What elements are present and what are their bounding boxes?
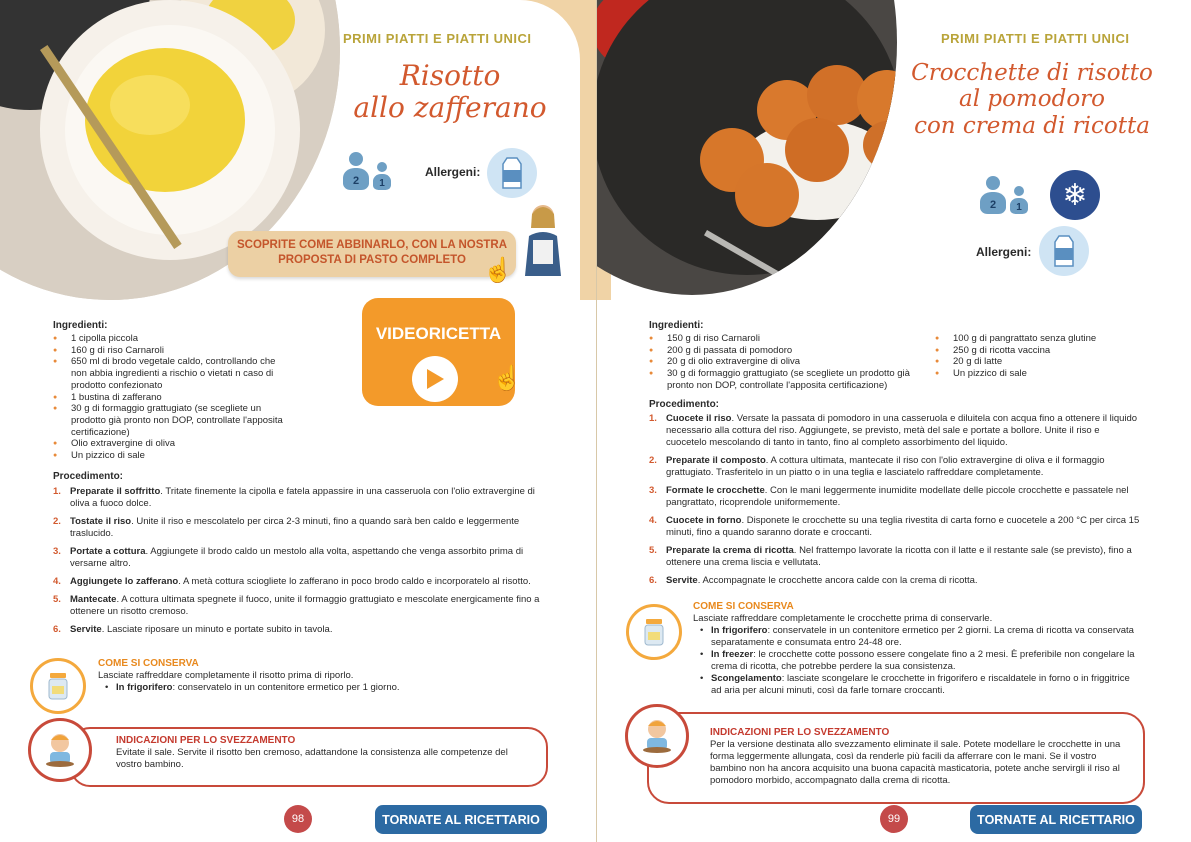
storage-section: COME SI CONSERVA Lasciate raffreddare completamente le crocchette prima di conservarle. • In frigorifero: conservatele in un contenitore ermetico per 2 giorni. La crema di ricotta va conservata separatamente e consumata entro 24-48 ore. • In freezer: le crocchette cotte possono essere congelate fino a 2 mesi. È preferibile non congelare la crema di ricotta, che potrebbe perdere la sua consistenza. • Scongelamento: lasciate scongelare le crocchette in frigorifero e riscaldatele in forno o in friggitrice ad aria per alcuni minuti, così da farle tornare croccanti. [693, 601, 1139, 697]
host-avatar [519, 200, 567, 276]
jar-icon [626, 604, 682, 660]
milk-allergen-icon [1039, 226, 1089, 276]
step-item: 1. Cuocete il riso. Versate la passata di pomodoro in una casseruola e diluitela con acqua fino a ottenere il liquido necessario alla cottura del riso. Aggiungete, se previsto, metà del sale e portate a bollore. Unite il riso e cuocetelo mescolando di tanto in tanto, fino al completo assorbimento del liquido. [649, 413, 1138, 448]
list-item: ● 200 g di passata di pomodoro [649, 345, 921, 357]
portion-icons [343, 152, 391, 190]
video-recipe-button[interactable]: VIDEORICETTA ☝ [362, 298, 515, 406]
weaning-section: INDICAZIONI PER LO SVEZZAMENTO Per la versione destinata allo svezzamento eliminate il sale. Potete modellare le crocchette in una forma leggermente allungata, così da renderle più facili da afferrare con le mani. Se il vostro bambino non ha ancora acquisito una buona capacità masticatoria, potete anche servirgli il riso al pomodoro morbido, accompagnato dalla crema di ricotta. [710, 727, 1121, 786]
storage-section: COME SI CONSERVA Lasciate raffreddare completamente il risotto prima di riporlo. • In frigorifero: conservatelo in un contenitore ermetico per 1 giorno. [98, 658, 548, 694]
ingredients-list-secondary [935, 333, 1145, 380]
step-item: 4. Cuocete in forno. Disponete le crocchette su una teglia rivestita di carta forno e cuocetele a 200 °C per circa 15 minuti, fino a quando saranno dorate e croccanti. [649, 515, 1140, 538]
list-item: ● 20 g di olio extravergine di oliva [649, 356, 921, 368]
step-item: 5. Preparate la crema di ricotta. Nel frattempo lavorate la ricotta con il latte e il restante sale (se previsto), fino a ottenere una crema liscia e vellutata. [649, 545, 1132, 568]
step-item: 3. Portate a cottura. Aggiungete il brodo caldo un mestolo alla volta, aspettando che venga assorbito prima di versarne altro. [53, 546, 524, 569]
list-item: • Scongelamento: lasciate scongelare le crocchette in frigorifero e riscaldatele in forno o in friggitrice ad aria per alcuni minuti, così da farle tornare croccanti. [693, 673, 1139, 697]
step-item: 2. Tostate il riso. Unite il riso e mescolatelo per circa 2-3 minuti, fino a quando sarà ben caldo e leggermente traslucido. [53, 516, 520, 539]
list-item: ● 1 cipolla piccola [53, 333, 283, 345]
baby-icon [625, 704, 689, 768]
tap-hand-icon: ☝ [483, 257, 513, 284]
adult-portion-icon: 2 [343, 152, 369, 190]
step-item: 1. Preparate il soffritto. Tritate finemente la cipolla e fatela appassire in una casseruola con l'olio extravergine di oliva a fuoco dolce. [53, 486, 535, 509]
adult-portion-icon: 2 [980, 176, 1006, 214]
section-label: PRIMI PIATTI E PIATTI UNICI [343, 31, 532, 46]
ingredients-list [53, 333, 283, 462]
page-number: 98 [284, 805, 312, 833]
procedure-steps [53, 486, 545, 642]
jar-icon [30, 658, 86, 714]
play-icon [412, 356, 458, 402]
procedure-steps [649, 413, 1141, 593]
allergens-label: Allergeni: [425, 165, 481, 179]
back-to-recipes-button[interactable]: TORNATE AL RICETTARIO [970, 805, 1142, 834]
ingredients-list [649, 333, 921, 392]
procedure-title: Procedimento: [53, 471, 124, 482]
list-item: ● 1 bustina di zafferano [53, 392, 283, 404]
list-item: • In frigorifero: conservatelo in un contenitore ermetico per 1 giorno. [98, 682, 548, 694]
milk-allergen-icon [487, 148, 537, 198]
list-item: • In frigorifero: conservatele in un contenitore ermetico per 2 giorni. La crema di ricotta va conservata separatamente e consumata entro 24-48 ore. [693, 625, 1139, 649]
back-to-recipes-button[interactable]: TORNATE AL RICETTARIO [375, 805, 547, 834]
step-item: 5. Mantecate. A cottura ultimata spegnete il fuoco, unite il formaggio grattugiato e mescolate energicamente fino a ottenere un risotto cremoso. [53, 594, 540, 617]
procedure-title: Procedimento: [649, 399, 720, 410]
child-portion-icon: 1 [373, 162, 391, 190]
recipe-title: Risotto allo zafferano [353, 59, 547, 125]
list-item: ● 160 g di riso Carnaroli [53, 345, 283, 357]
list-item: ● 150 g di riso Carnaroli [649, 333, 921, 345]
list-item: ● Un pizzico di sale [935, 368, 1145, 380]
list-item: ● 100 g di pangrattato senza glutine [935, 333, 1145, 345]
step-item: 2. Preparate il composto. A cottura ultimata, mantecate il riso con l'olio extravergine di oliva e il formaggio grattugiato. Trasferitelo in un piatto o in una teglia e lasciatelo raffreddare completamente. [649, 455, 1105, 478]
list-item: ● 20 g di latte [935, 356, 1145, 368]
allergens-label: Allergeni: [976, 245, 1032, 259]
step-item: 4. Aggiungete lo zafferano. A metà cottura sciogliete lo zafferano in poco brodo caldo e incorporatelo al risotto. [53, 576, 531, 587]
snowflake-icon: ❄ [1050, 170, 1100, 220]
step-item: 6. Servite. Lasciate riposare un minuto e portate subito in tavola. [53, 624, 333, 635]
baby-icon [28, 718, 92, 782]
list-item: ● 30 g di formaggio grattugiato (se scegliete un prodotto già pronto non DOP, controllate l'apposita certificazione) [649, 368, 921, 391]
list-item: ● Un pizzico di sale [53, 450, 283, 462]
ingredients-title: Ingredienti: [53, 320, 108, 331]
portion-icons [980, 176, 1028, 214]
section-label: PRIMI PIATTI E PIATTI UNICI [941, 31, 1130, 46]
child-portion-icon: 1 [1010, 186, 1028, 214]
complete-meal-banner[interactable]: SCOPRITE COME ABBINARLO, CON LA NOSTRA PROPOSTA DI PASTO COMPLETO [228, 231, 516, 277]
tap-hand-icon: ☝ [492, 365, 522, 392]
page-number: 99 [880, 805, 908, 833]
weaning-section: INDICAZIONI PER LO SVEZZAMENTO Evitate il sale. Servite il risotto ben cremoso, adattandone la consistenza alle competenze del vostro bambino. [116, 735, 508, 770]
list-item: ● 30 g di formaggio grattugiato (se scegliete un prodotto già pronto non DOP, controllate l'apposita certificazione) [53, 403, 283, 438]
step-item: 3. Formate le crocchette. Con le mani leggermente inumidite modellate delle piccole crocchette e passatele nel pangrattato, ricoprendole uniformemente. [649, 485, 1129, 508]
recipe-title: Crocchette di risotto al pomodoro con crema di ricotta [911, 60, 1153, 139]
list-item: ● 650 ml di brodo vegetale caldo, controllando che non abbia ingredienti a rischio o vietati n caso di prodotto confezionato [53, 356, 283, 391]
list-item: ● Olio extravergine di oliva [53, 438, 283, 450]
list-item: • In freezer: le crocchette cotte possono essere congelate fino a 2 mesi. È preferibile non congelare la crema di ricotta, che potrebbe perdere la sua consistenza. [693, 649, 1139, 673]
ingredients-title: Ingredienti: [649, 320, 704, 331]
step-item: 6. Servite. Accompagnate le crocchette ancora calde con la crema di ricotta. [649, 575, 978, 586]
right-page [596, 0, 1191, 842]
list-item: ● 250 g di ricotta vaccina [935, 345, 1145, 357]
